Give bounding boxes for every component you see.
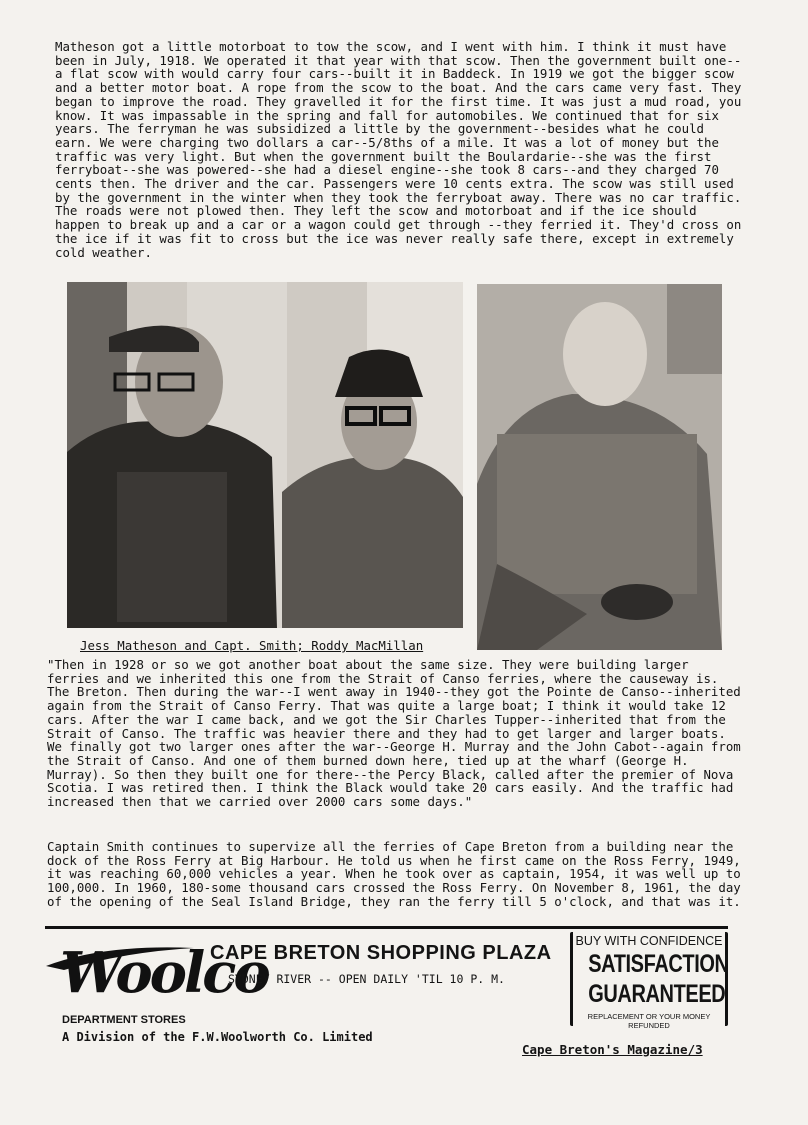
photo-roddy-macmillan (477, 284, 722, 650)
page-footer: Cape Breton's Magazine/3 (522, 1042, 703, 1057)
photo-men-illustration (67, 282, 463, 628)
refund-label: REPLACEMENT OR YOUR MONEY REFUNDED (587, 1012, 711, 1030)
guarantee-box (570, 932, 729, 1030)
guaranteed-label: GUARANTEED (588, 980, 726, 1008)
article-paragraph-3: Captain Smith continues to supervize all the ferries of Cape Breton from a building near the dock of the Ross Ferry at Big Harbour. He told us when he first came on the Ross Ferry, 1949, it was reaching 60,000 vehicles a year. When he took over as captain, 1954, it was well up to 100,000. In 1960, 180-some thousand cars crossed the Ross Ferry. On November 8, 1961, the day of the opening of the Seal Island Bridge, they ran the ferry till 5 o'clock, and that was it. (47, 839, 741, 909)
store-hours: SYDNEY RIVER -- OPEN DAILY 'TIL 10 P. M. (228, 972, 505, 986)
photo-caption: Jess Matheson and Capt. Smith; Roddy MacMillan (80, 638, 424, 653)
woolco-logo: Woolco (60, 940, 268, 1006)
satisfaction-label: SATISFACTION (588, 950, 729, 978)
ad-divider (45, 926, 728, 929)
division-label: A Division of the F.W.Woolworth Co. Limited (62, 1030, 373, 1044)
article-paragraph-2: "Then in 1928 or so we got another boat about the same size. They were building larger ferries and we inherited this one from the Strait of Canso ferries, where the causeway is. The Breton. Then during the war--I went away in 1940--they got the Pointe de Canso--inherited again from the Strait of Canso Ferry. That was quite a large boat; I think it would take 12 cars. After the war I came back, and we got the Sir Charles Tupper--inherited that from the Strait of Canso. The traffic was heavier there and they had to get larger and larger boats. We finally got two larger ones after the war--George H. Murray and the John Cabot--again from the Strait of Canso. And one of them burned down here, tied up at the wharf (George H. Murray). So then they built one for there--the Percy Black, called after the premier of Nova Scotia. I was retired then. I think the Black would take 20 cars easily. And the traffic had increased then that we carried over 2000 cars some days." (47, 657, 741, 810)
buy-with-confidence: BUY WITH CONFIDENCE (575, 934, 723, 948)
photo-seated-man-illustration (477, 284, 722, 650)
department-stores-label: DEPARTMENT STORES (62, 1014, 186, 1026)
article-paragraph-1: Matheson got a little motorboat to tow the scow, and I went with him. I think it must have been in July, 1918. We operated it that year with that scow. Then the government built one--a flat scow with would carry four cars--built it in Baddeck. In 1919 we got the bigger scow and a better motor boat. A rope from the scow to the boat. And the cars came very fast. They began to improve the road. They gravelled it for the first time. It was just a mud road, you know. It was impassable in the spring and fall for automobiles. We continued that for six years. The ferryman he was subsidized a little by the government--besides what he could earn. We were charging two dollars a car--5/8ths of a mile. It was a lot of money but the traffic was very light. But when the government built the Boulardarie--she was the first ferryboat--she was powered--she had a diesel engine--she took 8 cars--and they charged 70 cents then. The driver and the car. Passengers were 10 cents extra. The scow was still used by the government in the winter when they took the ferryboat away. There was no car traffic. The roads were not plowed then. They left the scow and motorboat and if the ice should happen to break up and a car or a wagon could get through --they ferried it. They'd cross on the ice if it was fit to cross but the ice was never really safe there, except in extremely cold weather. (55, 39, 742, 260)
photo-matheson-and-smith (67, 282, 463, 628)
shopping-plaza-title: CAPE BRETON SHOPPING PLAZA (210, 942, 552, 964)
